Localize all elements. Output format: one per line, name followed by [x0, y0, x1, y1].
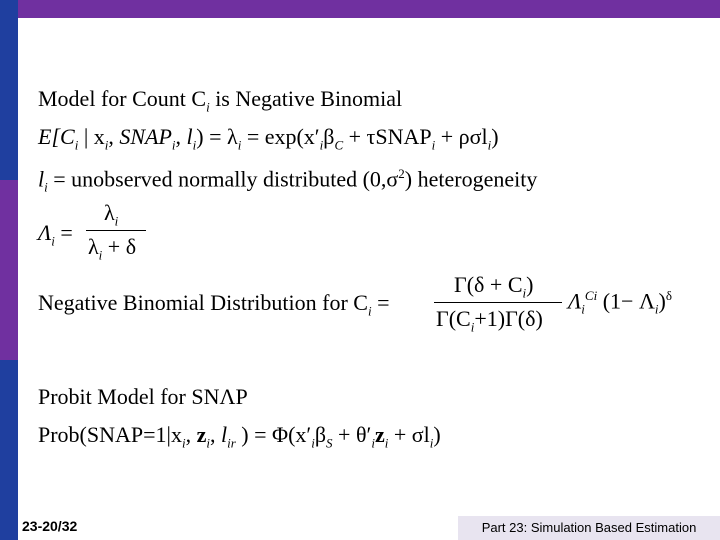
expectation-equation: $E[C_i$ | $x_i$, $SNAP_i$, $l_i) = \lambda_i = \exp(x'_i\beta_C$ + τSNAP$_i$ + ρσl$_i$)	[38, 124, 499, 153]
slide-body	[38, 0, 708, 500]
lambda-definition-lhs: $\Lambda_i$ =	[38, 220, 73, 249]
left-bar-segment	[0, 180, 18, 360]
heterogeneity-line: $l_i$ = unobserved normally distributed $(0,\sigma^2)$ heterogeneity	[38, 166, 538, 195]
nb-factors: $\Lambda_i^{Ci}$ $(1- \Lambda_i)^\delta$	[568, 288, 672, 317]
nb-distribution-label: Negative Binomial Distribution for $C_i$ =	[38, 290, 390, 319]
left-bar-segment	[0, 0, 18, 180]
probit-equation: $Prob(SNAP=1|x_i$, $z_i$, $l_{ir}$ ) = $\Phi(x'_i\beta_S + \theta'_iz_i + \sigma l_i)$	[38, 422, 441, 451]
probit-heading: Probit Model for SNΛP	[38, 384, 248, 409]
left-accent-bar	[0, 0, 18, 540]
slide-number: 23-20/32	[22, 518, 78, 534]
lambda-fraction: $\lambda_i$ $\lambda_i + \delta$	[86, 200, 146, 264]
model-heading: Model for Count $C_i$ is Negative Binomial	[38, 86, 403, 115]
footer-title: Part 23: Simulation Based Estimation	[458, 516, 720, 540]
nb-fraction: $\Gamma(\delta + C_i)$ $\Gamma(C_i+1)\Gamma(\delta)$	[434, 272, 562, 336]
left-bar-segment	[0, 360, 18, 540]
